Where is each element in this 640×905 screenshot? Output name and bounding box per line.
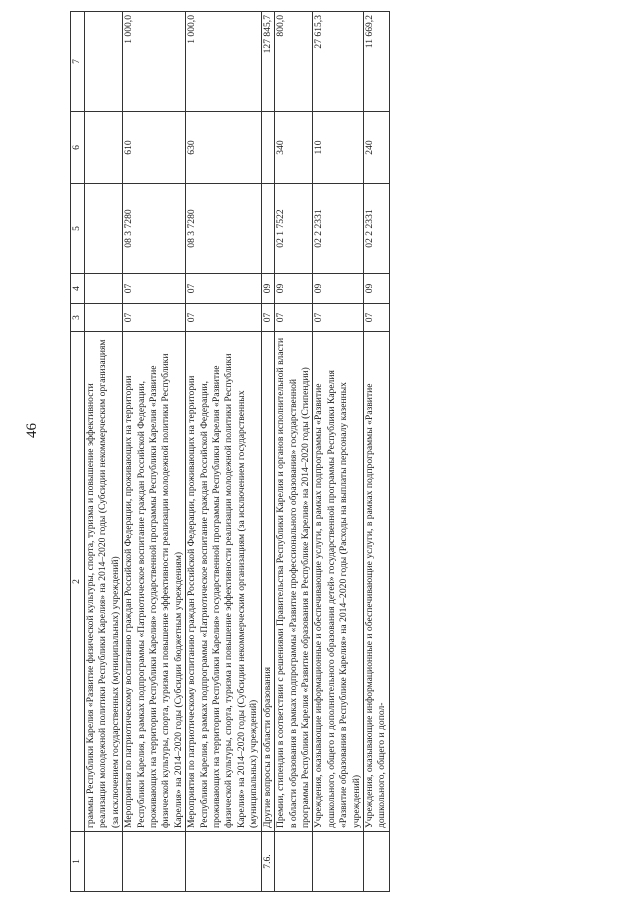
header-row xyxy=(71,12,85,892)
table-cell-2: граммы Республики Карелия «Развитие физической культуры, спорта, туризма и повышение эффективности реализации молодежной политики Республики Карелия» на 2014–2020 годы (Субсидии некоммерческим организациям (за исключением государственных (муниципальных) учреждений) xyxy=(85,332,123,832)
table-cell-7: 11 669,2 xyxy=(363,12,389,112)
table-cell-6 xyxy=(85,112,123,184)
table-cell-4: 09 xyxy=(363,274,389,304)
table-cell-7: 1 000,0 xyxy=(186,12,261,112)
table-cell-2: Мероприятия по патриотическому воспитанию граждан Российской Федерации, проживающих на территории Республики Карелия, в рамках подпрограммы «Патриотическое воспитание граждан Российской Федерации, проживающих на территории Республики Карелия» государственной программы Республики Карелия «Развитие физической культуры, спорта, туризма и повышение эффективности реализации молодежной политики Республики Карелия» на 2014–2020 годы (Субсидии некоммерческим организациям (за исключением государственных (муниципальных) учреждений) xyxy=(186,332,261,832)
table-cell-2: Учреждения, оказывающие информационные и обеспечивающие услуги, в рамках подпрограммы «Развитие дошкольного, общего и дополнительного образования детей» государственной программы Республики Карелия «Развитие образования в Республике Карелия» на 2014–2020 годы (Расходы на выплаты персоналу казенных учреждений) xyxy=(313,332,364,832)
column-header: 7 xyxy=(71,12,85,112)
table-cell-7: 27 615,3 xyxy=(313,12,364,112)
table-row xyxy=(186,12,261,892)
rotated-page xyxy=(70,12,615,892)
table-row xyxy=(275,12,313,892)
table-cell-7: 800,0 xyxy=(275,12,313,112)
table-cell-1 xyxy=(275,832,313,892)
table-cell-3: 07 xyxy=(186,304,261,332)
table-cell-4: 07 xyxy=(123,274,186,304)
table-cell-5: 02 2 2331 xyxy=(363,184,389,274)
table-cell-4 xyxy=(85,274,123,304)
table-row xyxy=(363,12,389,892)
table-row xyxy=(313,12,364,892)
table-cell-6: 110 xyxy=(313,112,364,184)
table-row xyxy=(85,12,123,892)
table-cell-3: 07 xyxy=(275,304,313,332)
table-cell-3: 07 xyxy=(363,304,389,332)
column-header: 4 xyxy=(71,274,85,304)
table-row xyxy=(123,12,186,892)
table-cell-3: 07 xyxy=(313,304,364,332)
table-cell-6: 340 xyxy=(275,112,313,184)
table-cell-1 xyxy=(123,832,186,892)
column-header: 1 xyxy=(71,832,85,892)
table-cell-1 xyxy=(313,832,364,892)
table-cell-2: Учреждения, оказывающие информационные и обеспечивающие услуги, в рамках подпрограммы «Развитие дошкольного, общего и допол- xyxy=(363,332,389,832)
table-cell-1 xyxy=(85,832,123,892)
column-header: 2 xyxy=(71,332,85,832)
table-cell-5: 08 3 7280 xyxy=(186,184,261,274)
table-cell-6 xyxy=(261,112,274,184)
table-cell-3: 07 xyxy=(261,304,274,332)
table-cell-7 xyxy=(85,12,123,112)
column-header: 5 xyxy=(71,184,85,274)
table-cell-3 xyxy=(85,304,123,332)
table-row xyxy=(261,12,274,892)
table-cell-5 xyxy=(85,184,123,274)
column-header: 6 xyxy=(71,112,85,184)
table-cell-4: 09 xyxy=(313,274,364,304)
table-cell-5: 02 1 7522 xyxy=(275,184,313,274)
table-cell-5: 02 2 2331 xyxy=(313,184,364,274)
table-cell-4: 09 xyxy=(275,274,313,304)
table-cell-6: 610 xyxy=(123,112,186,184)
table-cell-3: 07 xyxy=(123,304,186,332)
table-cell-7: 127 845,7 xyxy=(261,12,274,112)
column-header: 3 xyxy=(71,304,85,332)
table-cell-1 xyxy=(186,832,261,892)
table-cell-2: Премии, стипендии в соответствии с решениями Правительства Республики Карелия и органов исполнительной власти в области образования в рамках подпрограммы «Развитие профессионального образования» государственной программы Республики Карелия «Развитие образования в Республике Карелия» на 2014–2020 годы (Стипендии) xyxy=(275,332,313,832)
budget-table xyxy=(70,11,390,892)
table-cell-2: Мероприятия по патриотическому воспитанию граждан Российской Федерации, проживающих на территории Республики Карелия, в рамках подпрограммы «Патриотическое воспитание граждан Российской Федерации, проживающих на территории Республики Карелия» государственной программы Республики Карелия «Развитие физической культуры, спорта, туризма и повышение эффективности реализации молодежной политики Республики Карелия» на 2014–2020 годы (Субсидии бюджетным учреждениям) xyxy=(123,332,186,832)
table-cell-4: 09 xyxy=(261,274,274,304)
table-cell-1: 7.6. xyxy=(261,832,274,892)
table-cell-6: 630 xyxy=(186,112,261,184)
table-cell-7: 1 000,0 xyxy=(123,12,186,112)
page-number: 46 xyxy=(24,423,40,438)
table-cell-4: 07 xyxy=(186,274,261,304)
table-cell-5: 08 3 7280 xyxy=(123,184,186,274)
table-cell-5 xyxy=(261,184,274,274)
table-cell-1 xyxy=(363,832,389,892)
table-cell-2: Другие вопросы в области образования xyxy=(261,332,274,832)
table-cell-6: 240 xyxy=(363,112,389,184)
